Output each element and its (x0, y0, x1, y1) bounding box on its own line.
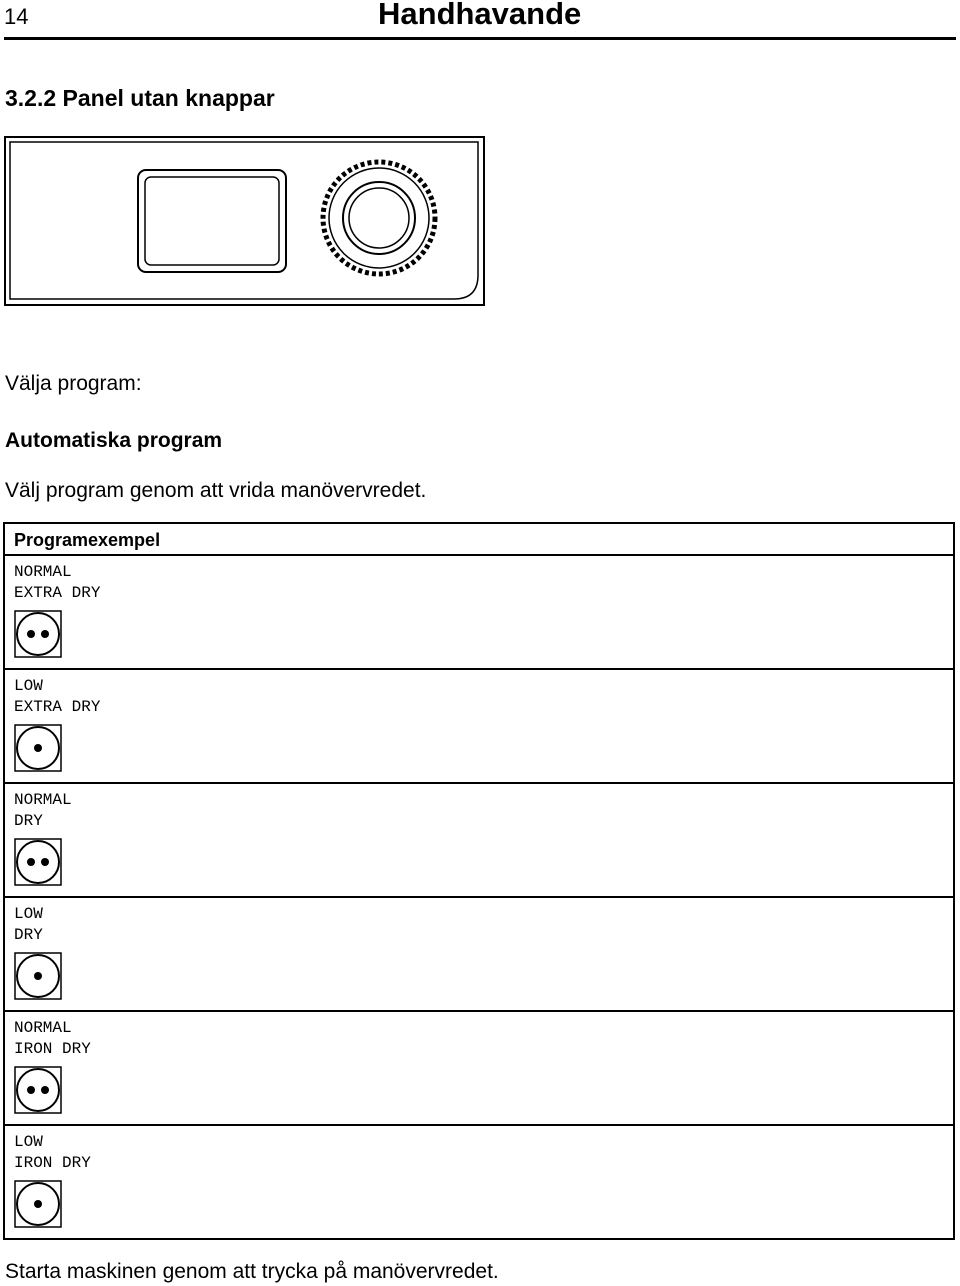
dot-mark (27, 630, 35, 638)
table-row (5, 784, 953, 898)
single-dot-symbol-icon (14, 724, 62, 772)
program-line-1: LOW (14, 905, 43, 923)
start-instruction: Starta maskinen genom att trycka på manövervredet. (5, 1260, 499, 1283)
program-line-2: IRON DRY (14, 1154, 91, 1172)
dot-mark (27, 1086, 35, 1094)
program-line-2: EXTRA DRY (14, 698, 101, 716)
dot-mark (34, 744, 42, 752)
double-dot-symbol-icon (14, 1066, 62, 1114)
program-line-2: DRY (14, 812, 43, 830)
table-row (5, 556, 953, 670)
table-rows (5, 556, 953, 1240)
dot-mark (34, 1200, 42, 1208)
section-heading: 3.2.2 Panel utan knappar (5, 85, 275, 111)
display-window-icon (138, 170, 286, 272)
program-line-1: NORMAL (14, 1019, 72, 1037)
program-line-1: LOW (14, 677, 43, 695)
program-line-2: DRY (14, 926, 43, 944)
dot-mark (41, 630, 49, 638)
program-line-2: IRON DRY (14, 1040, 91, 1058)
program-line-2: EXTRA DRY (14, 584, 101, 602)
select-program-label: Välja program: (5, 372, 142, 395)
table-header: Programexempel (5, 524, 953, 556)
program-line-1: NORMAL (14, 563, 72, 581)
program-line-1: NORMAL (14, 791, 72, 809)
table-row (5, 670, 953, 784)
instruction-text: Välj program genom att vrida manövervredet. (5, 479, 427, 502)
single-dot-symbol-icon (14, 1180, 62, 1228)
double-dot-symbol-icon (14, 838, 62, 886)
dot-mark (27, 858, 35, 866)
single-dot-symbol-icon (14, 952, 62, 1000)
table-row (5, 898, 953, 1012)
program-examples-table (3, 522, 955, 1240)
double-dot-symbol-icon (14, 610, 62, 658)
table-row (5, 1012, 953, 1126)
table-row (5, 1126, 953, 1240)
program-line-1: LOW (14, 1133, 43, 1151)
dot-mark (41, 858, 49, 866)
dot-mark (34, 972, 42, 980)
control-panel-illustration (3, 135, 487, 307)
control-knob-icon (323, 162, 435, 274)
automatic-programs-heading: Automatiska program (5, 429, 223, 452)
page-number: 14 (4, 4, 29, 29)
chapter-title: Handhavande (378, 0, 582, 31)
dot-mark (41, 1086, 49, 1094)
header-rule (4, 37, 956, 40)
